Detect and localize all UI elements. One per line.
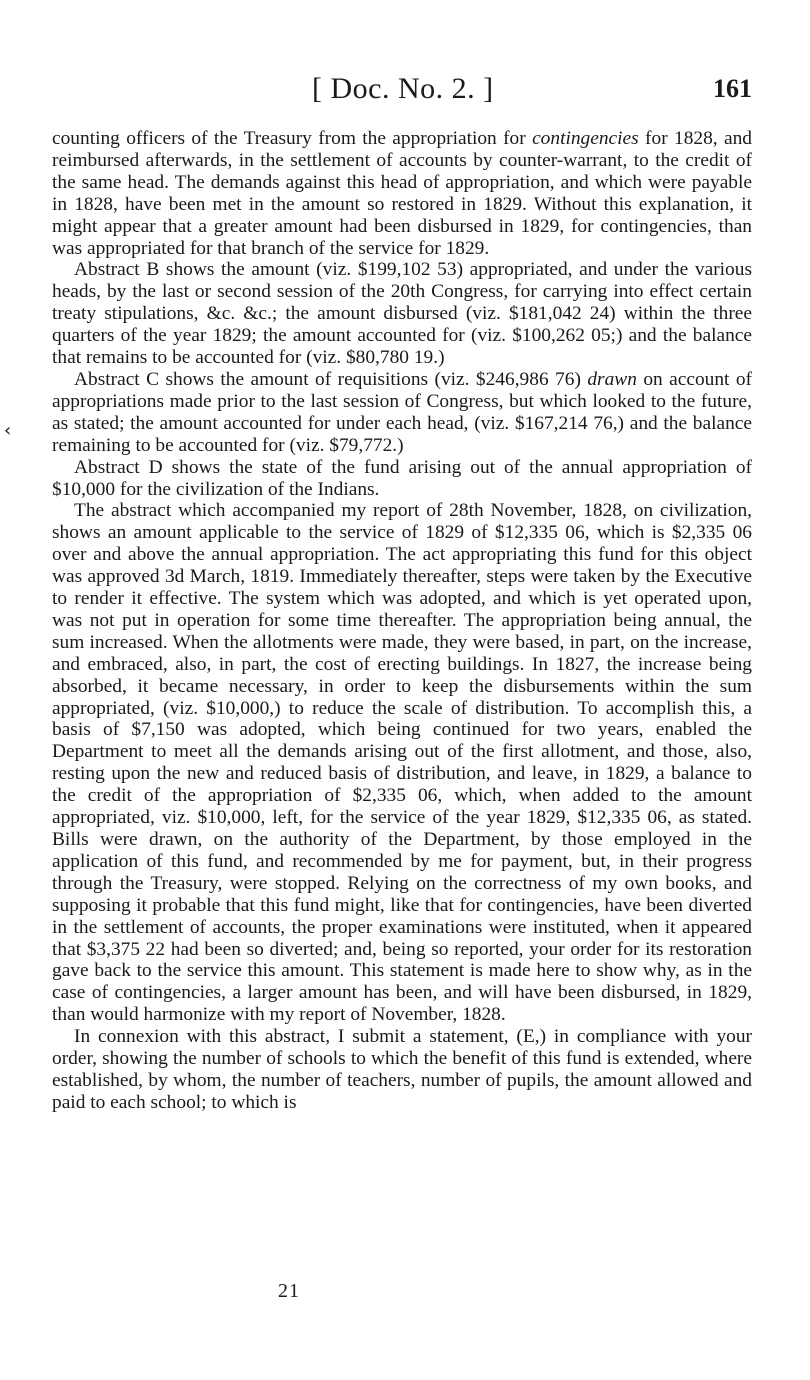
signature-mark: 21 xyxy=(278,1280,300,1302)
paragraph-connexion: In connexion with this abstract, I submit a statement, (E,) in compliance with your order, showing the number of schools to which the benefit of this fund is extended, where established, by whom, the number of teachers, number of pupils, the amount allowed and paid to each school; to which is xyxy=(52,1026,752,1113)
paragraph-continuation: counting officers of the Treasury from the appropriation for contingencies for 1828, and reimbursed afterwards, in the settlement of accounts by counter-warrant, to the credit of the same head. The demands against this head of appropriation, and which were payable in 1828, have been met in the amount so restored in 1829. Without this explanation, it might appear that a greater amount had been disbursed in 1829, for contingencies, than was appropriated for that branch of the service for 1829. xyxy=(52,128,752,259)
paragraph-civilization: The abstract which accompanied my report of 28th November, 1828, on civilization, shows an amount applicable to the service of 1829 of $12,335 06, which is $2,335 06 over and above the annual appropriation. The act appropriating this fund for this object was approved 3d March, 1819. Immediately thereafter, steps were taken by the Executive to render it effective. The system which was adopted, and which is yet operated upon, was not put in operation for some time thereafter. The appropriation being annual, the sum increased. When the allotments were made, they were based, in part, on the increase, and embraced, also, in part, the cost of erecting buildings. In 1827, the increase being absorbed, it became necessary, in order to keep the disbursements within the sum appropriated, (viz. $10,000,) to reduce the scale of distribution. To accomplish this, a basis of $7,150 was adopted, which being continued for two years, enabled the Department to meet all the demands arising out of the first allotment, and those, also, resting upon the new and reduced basis of distribution, and leave, in 1829, a balance to the credit of the appropriation of $2,335 06, which, when added to the amount appropriated, viz. $10,000, left, for the service of the year 1829, $12,335 06, as stated. Bills were drawn, on the authority of the Department, by those employed in the application of this fund, and recommended by me for payment, but, in their progress through the Treasury, were stopped. Relying on the correctness of my own books, and supposing it probable that this fund might, like that for contingencies, have been diverted in the settlement of accounts, the proper examinations were instituted, when it appeared that $3,375 22 had been so diverted; and, being so reported, your order for its restoration gave back to the service this amount. This statement is made here to show why, as in the case of contingencies, a larger amount has been, and will have been disbursed, in 1829, than would harmonize with my report of November, 1828. xyxy=(52,500,752,1026)
document-reference: [ Doc. No. 2. ] xyxy=(312,72,494,105)
page-number: 161 xyxy=(713,74,752,103)
paragraph-abstract-b: Abstract B shows the amount (viz. $199,102 53) appropriated, and under the various heads, by the last or second session of the 20th Congress, for carrying into effect certain treaty stipulations, &c. &c.; the amount disbursed (viz. $181,042 24) within the three quarters of the year 1829; the amount accounted for (viz. $100,262 05;) and the balance that remains to be accounted for (viz. $80,780 19.) xyxy=(52,259,752,369)
emphasis: drawn xyxy=(587,368,637,390)
paragraph-abstract-c: Abstract C shows the amount of requisitions (viz. $246,986 76) drawn on account of appropriations made prior to the last session of Congress, but which looked to the future, as stated; the amount accounted for under each head, (viz. $167,214 76,) and the balance remaining to be accounted for (viz. $79,772.) xyxy=(52,368,752,456)
emphasis: contingencies xyxy=(532,128,639,149)
margin-mark-icon: ‹ xyxy=(4,420,12,441)
paragraph-abstract-d: Abstract D shows the state of the fund arising out of the annual appropriation of $10,000 for the civilization of the Indians. xyxy=(52,456,752,500)
page-header xyxy=(52,72,752,112)
body-text xyxy=(52,128,752,1114)
